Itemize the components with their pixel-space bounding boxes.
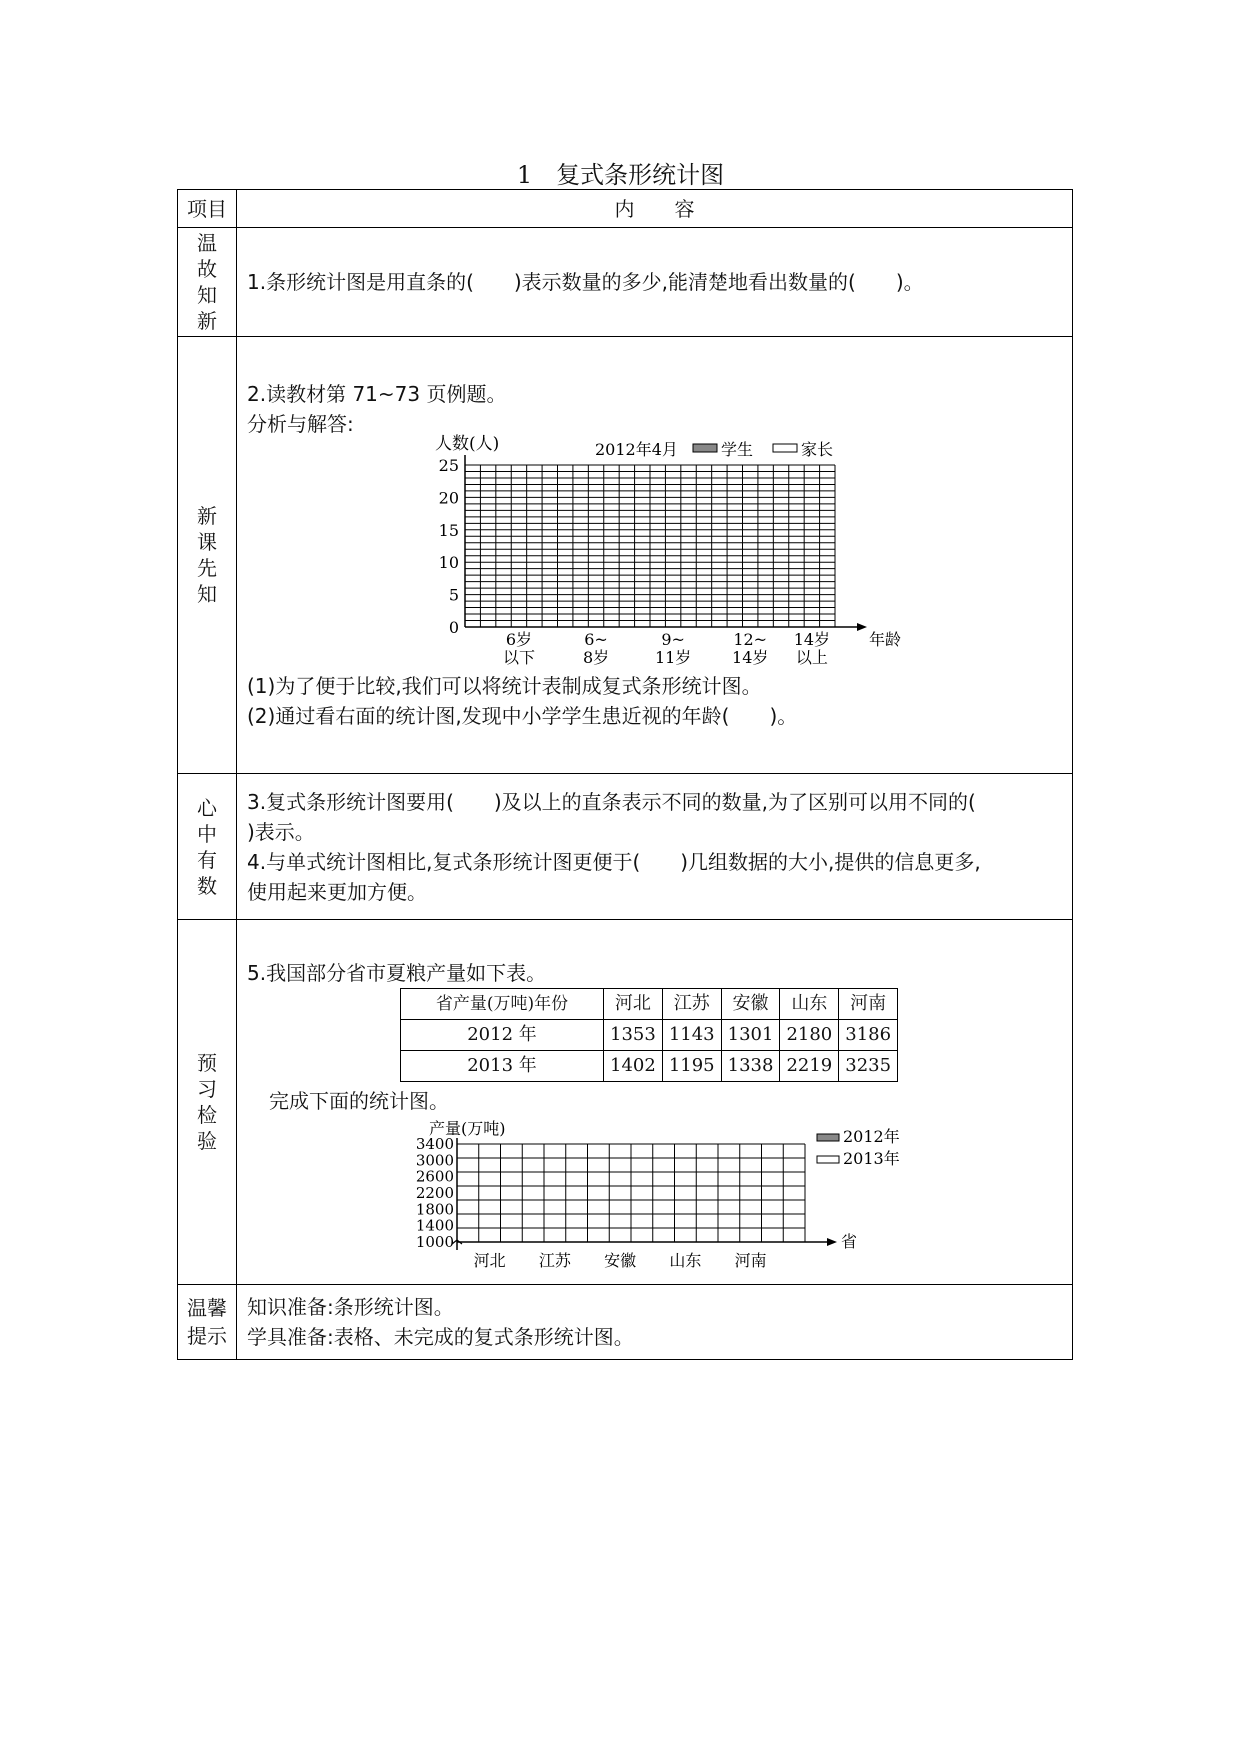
label-review: 温 故 知 新: [178, 228, 237, 337]
label-check: 预 习 检 验: [178, 920, 237, 1285]
x-tick-label: 12~: [733, 630, 768, 649]
x-tick-label: 江苏: [538, 1251, 571, 1270]
tip-tools: 学具准备:表格、未完成的复式条形统计图。: [247, 1325, 634, 1349]
y-tick-label: 0: [448, 618, 459, 637]
complete-instruction: 完成下面的统计图。: [269, 1089, 449, 1113]
content-tips: [237, 1285, 1073, 1360]
y-tick-label: 3400: [415, 1135, 454, 1153]
analysis-label: 分析与解答:: [247, 412, 354, 436]
worksheet-table: [177, 189, 1073, 1360]
x-axis-arrow: [827, 1238, 837, 1246]
question-3b: )表示。: [247, 819, 315, 844]
y-axis-label: 产量(万吨): [429, 1119, 506, 1138]
x-tick-label: 14岁: [793, 630, 831, 649]
table-row: 2012 年 1353 1143 1301 2180 3186: [401, 1020, 898, 1051]
header-item: 项目: [178, 190, 237, 228]
legend-label: 2012年: [843, 1127, 900, 1146]
question-3a: 3.复式条形统计图要用( )及以上的直条表示不同的数量,为了区别可以用不同的(: [247, 789, 976, 814]
x-tick-label: 以下: [502, 648, 535, 667]
label-mind: 心 中 有 数: [178, 774, 237, 920]
table-row: 2013 年 1402 1195 1338 2219 3235: [401, 1051, 898, 1082]
paragraph-1: (1)为了便于比较,我们可以将统计表制成复式条形统计图。: [247, 674, 762, 698]
x-axis-arrow: [857, 623, 867, 631]
y-tick-label: 3000: [415, 1151, 454, 1170]
legend-swatch: [693, 444, 717, 452]
x-tick-label: 14岁: [732, 648, 769, 667]
label-preview: 新 课 先 知: [178, 337, 237, 774]
chart-annotation: 2012年4月: [595, 440, 678, 459]
content-review: [237, 228, 1073, 337]
header-row: [178, 190, 1073, 228]
y-tick-label: 2200: [415, 1184, 454, 1202]
row-preview: [178, 337, 1073, 774]
y-tick-label: 25: [438, 456, 459, 475]
grain-table-header: 省产量(万吨)年份 河北 江苏 安徽 山东 河南: [401, 989, 898, 1020]
legend-label: 家长: [801, 440, 834, 459]
x-tick-label: 山东: [669, 1251, 702, 1270]
x-axis-label: 省: [841, 1232, 858, 1251]
y-tick-label: 1400: [415, 1216, 454, 1235]
x-tick-label: 6岁: [505, 630, 533, 649]
legend-swatch: [817, 1134, 839, 1141]
x-tick-label: 以上: [795, 648, 828, 667]
page-title: 1 复式条形统计图: [516, 161, 725, 189]
y-tick-label: 1800: [415, 1200, 454, 1219]
question-2: 2.读教材第 71~73 页例题。: [247, 382, 507, 406]
x-tick-label: 安徽: [604, 1251, 637, 1270]
chart-grain: [247, 1116, 900, 1276]
legend-swatch: [773, 444, 797, 452]
x-tick-label: 河北: [473, 1251, 506, 1270]
question-1: 1.条形统计图是用直条的( )表示数量的多少,能清楚地看出数量的( )。: [247, 270, 924, 294]
y-tick-label: 1000: [415, 1233, 454, 1251]
tip-knowledge: 知识准备:条形统计图。: [247, 1295, 454, 1319]
question-4a: 4.与单式统计图相比,复式条形统计图更便于( )几组数据的大小,提供的信息更多,: [247, 849, 981, 874]
x-tick-label: 11岁: [654, 648, 692, 667]
row-review: [178, 228, 1073, 337]
question-5: 5.我国部分省市夏粮产量如下表。: [247, 961, 547, 985]
legend-swatch: [817, 1156, 839, 1163]
content-preview: [237, 337, 1073, 774]
header-content: 内 容: [237, 190, 1073, 228]
chart-myopia: [247, 434, 902, 671]
legend-label: 学生: [721, 440, 754, 459]
content-mind: [237, 774, 1073, 920]
x-tick-label: 8岁: [582, 648, 610, 667]
row-check: [178, 920, 1073, 1285]
content-check: [237, 920, 1073, 1285]
x-tick-label: 6~: [584, 630, 608, 649]
y-tick-label: 15: [438, 520, 459, 540]
question-4b: 使用起来更加方便。: [247, 879, 427, 904]
y-tick-label: 5: [448, 585, 459, 605]
y-tick-label: 20: [438, 488, 459, 508]
x-tick-label: 河南: [734, 1251, 767, 1270]
row-mind: [178, 774, 1073, 920]
row-tips: [178, 1285, 1073, 1360]
y-tick-label: 10: [438, 553, 459, 573]
x-axis-label: 年龄: [869, 630, 902, 649]
grain-table: [400, 988, 898, 1082]
x-tick-label: 9~: [661, 630, 685, 649]
legend-label: 2013年: [843, 1149, 900, 1168]
paragraph-2: (2)通过看右面的统计图,发现中小学学生患近视的年龄( )。: [247, 704, 798, 728]
label-tips: 温馨 提示: [178, 1285, 237, 1360]
y-axis-label: 人数(人): [435, 434, 500, 454]
y-tick-label: 2600: [415, 1167, 454, 1186]
